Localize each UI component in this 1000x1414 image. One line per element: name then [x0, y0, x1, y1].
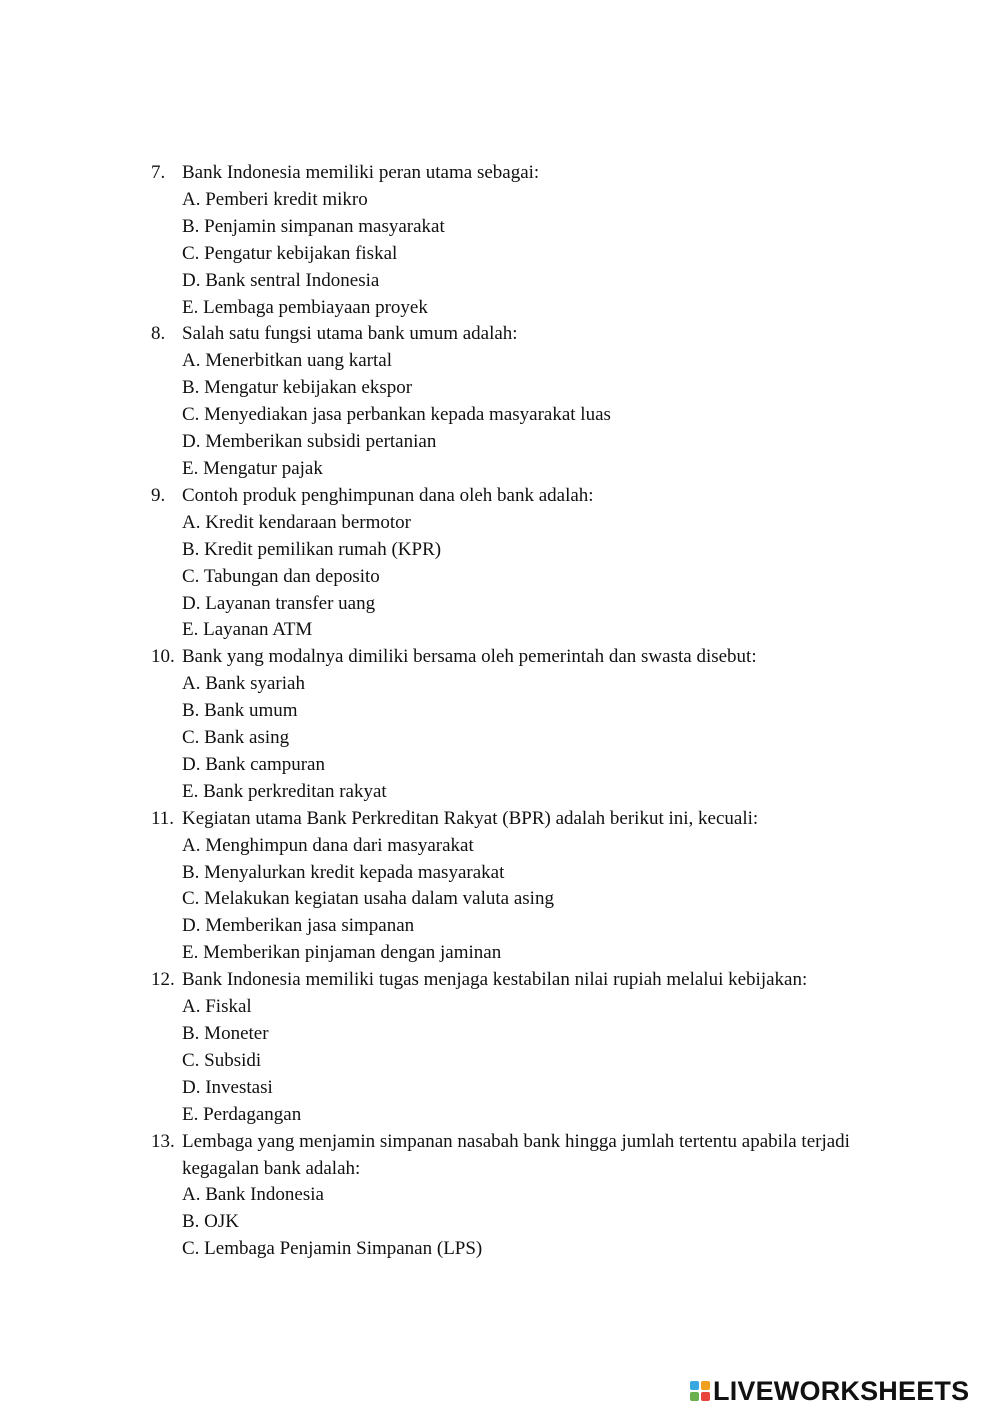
- answer-option: B. Moneter: [182, 1023, 269, 1044]
- answer-option: C. Pengatur kebijakan fiskal: [182, 242, 398, 264]
- answer-option: D. Bank campuran: [182, 753, 325, 775]
- answer-option: B. Menyalurkan kredit kepada masyarakat: [182, 861, 505, 883]
- answer-option: C. Subsidi: [182, 1049, 262, 1071]
- answer-option: A. Kredit kendaraan bermotor: [182, 511, 411, 533]
- question-text: Bank Indonesia memiliki peran utama sebagai:: [182, 162, 540, 183]
- answer-option: D. Layanan transfer uang: [182, 592, 376, 614]
- question-stem: [151, 806, 871, 833]
- question-stem: [151, 644, 871, 671]
- answer-option: A. Menerbitkan uang kartal: [182, 350, 392, 372]
- answer-option: B. Mengatur kebijakan ekspor: [182, 377, 413, 399]
- answer-option: E. Bank perkreditan rakyat: [182, 780, 387, 802]
- question-stem: [151, 160, 871, 187]
- answer-option: C. Bank asing: [182, 727, 290, 749]
- answer-option: A. Fiskal: [182, 996, 252, 1018]
- question-text: Bank yang modalnya dimiliki bersama oleh pemerintah dan swasta disebut:: [182, 646, 757, 668]
- logo-square-red: [701, 1392, 710, 1401]
- answer-option: A. Bank Indonesia: [182, 1184, 324, 1206]
- answer-option: A. Bank syariah: [182, 673, 305, 695]
- question-item: [151, 483, 871, 644]
- answer-option: D. Memberikan jasa simpanan: [182, 915, 415, 937]
- question-number: 8.: [151, 323, 166, 345]
- answer-option: A. Menghimpun dana dari masyarakat: [182, 834, 474, 856]
- question-text: Salah satu fungsi utama bank umum adalah:: [182, 323, 518, 345]
- answer-option: B. Kredit pemilikan rumah (KPR): [182, 538, 442, 560]
- question-stem: [151, 1129, 871, 1183]
- answer-option: C. Tabungan dan deposito: [182, 565, 380, 587]
- question-number: 11.: [151, 807, 175, 829]
- question-item: [151, 160, 871, 321]
- question-item: [151, 321, 871, 482]
- question-text: Lembaga yang menjamin simpanan nasabah bank hingga jumlah tertentu apabila terjadi kegagalan bank adalah:: [182, 1130, 850, 1179]
- answer-option: B. Bank umum: [182, 700, 298, 722]
- question-list: [151, 160, 871, 1263]
- logo-square-green: [690, 1392, 699, 1401]
- answer-option: E. Lembaga pembiayaan proyek: [182, 296, 428, 318]
- answer-option: B. Penjamin simpanan masyarakat: [182, 215, 445, 237]
- question-text: Contoh produk penghimpunan dana oleh bank adalah:: [182, 484, 594, 506]
- answer-option: E. Perdagangan: [182, 1103, 302, 1125]
- question-number: 10.: [151, 646, 175, 668]
- logo-square-orange: [701, 1381, 710, 1390]
- question-stem: [151, 483, 871, 510]
- answer-option: D. Bank sentral Indonesia: [182, 269, 380, 291]
- question-item: [151, 644, 871, 805]
- logo-square-blue: [690, 1381, 699, 1390]
- logo-mark-icon: [690, 1381, 710, 1401]
- question-item: [151, 967, 871, 1128]
- answer-option: E. Memberikan pinjaman dengan jaminan: [182, 942, 502, 964]
- answer-option: C. Menyediakan jasa perbankan kepada masyarakat luas: [182, 404, 611, 426]
- question-number: 13.: [151, 1130, 175, 1152]
- question-stem: [151, 967, 871, 994]
- question-number: 9.: [151, 484, 166, 506]
- answer-option: E. Layanan ATM: [182, 619, 313, 641]
- question-text: Kegiatan utama Bank Perkreditan Rakyat (BPR) adalah berikut ini, kecuali:: [182, 807, 759, 829]
- question-stem: [151, 321, 871, 348]
- answer-option: C. Melakukan kegiatan usaha dalam valuta asing: [182, 888, 554, 910]
- answer-option: A. Pemberi kredit mikro: [182, 188, 368, 210]
- question-number: 12.: [151, 969, 175, 991]
- answer-option: D. Memberikan subsidi pertanian: [182, 431, 437, 453]
- question-item: [151, 1129, 871, 1264]
- answer-option: D. Investasi: [182, 1076, 273, 1098]
- answer-option: E. Mengatur pajak: [182, 457, 323, 479]
- liveworksheets-logo: [690, 1376, 969, 1406]
- logo-text: LIVEWORKSHEETS: [713, 1376, 970, 1406]
- question-item: [151, 806, 871, 967]
- answer-option: B. OJK: [182, 1211, 240, 1233]
- question-number: 7.: [151, 162, 166, 183]
- answer-option: C. Lembaga Penjamin Simpanan (LPS): [182, 1238, 483, 1260]
- question-text: Bank Indonesia memiliki tugas menjaga kestabilan nilai rupiah melalui kebijakan:: [182, 969, 808, 991]
